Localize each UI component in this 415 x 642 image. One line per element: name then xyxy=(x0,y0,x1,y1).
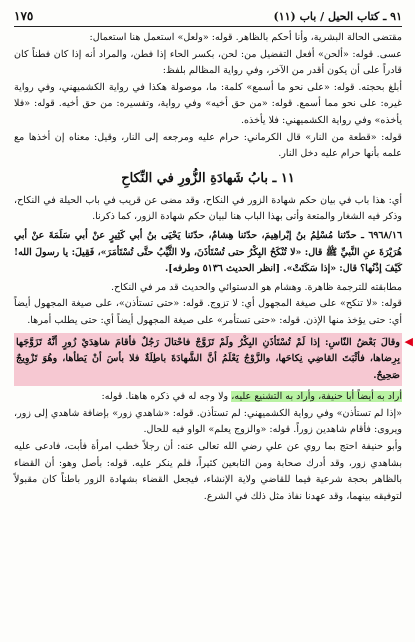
section-intro: أي: هذا باب في بيان حكم شهادة الزور في النكاح، وقد مضى عن قريب في باب الحيلة في النكاح، وذكر فيه الشغار والمتعة وأتى بهذا الباب هنا لبيان حكم شهادة الزور، كما ذكرنا. xyxy=(14,194,402,223)
section-heading: ١١ ـ بابُ شَهادَةِ الزُّورِ في النِّكاحِ xyxy=(121,170,295,186)
commentary-paragraph: أبلغ بحجته. قوله: «على نحو ما أسمع» كلمة: ما، موصولة هكذا في رواية الكشميهني، وفي رواية غيره: على نحو مما أسمع. قوله: «من حق أخيه» وفي رواية، وتفسيره: من حق أخيه. قوله: «فلا يأخذه» وفي رواية الكشميهني: فلا يأخذه. xyxy=(14,81,402,126)
highlighted-quote xyxy=(14,333,413,387)
green-highlighted-text: أراد به أيضاً أبا حنيفة، وأراد به التشنيع عليه، xyxy=(231,391,402,403)
chapter-title: ٩١ ـ كتاب الحيل / باب (١١) xyxy=(273,9,402,23)
hadith-text: ٦٩٦٨/١٦ ـ حدّثنا مُسْلِمُ بنُ إبْراهِيمَ، حدّثنا هِشامٌ، حدّثنا يَحْيَى بنُ أبي كَثِيرٍ عنْ أبي سَلَمَةَ عنْ أبي هُرَيْرَةَ عنِ النَّبيِّ ﷺ قال: «لا تُنْكَحُ البِكْرُ حتى تُسْتَأذَنَ، ولا الثَّيِّبُ حتَّى تُسْتَأمَرَ»، فَقِيلَ: يا رسولَ الله! كَيْفَ إذْنُها؟ قال: «إذا سَكَتَتْ». [انظر الحديث ٥١٣٦ وطرفه]. xyxy=(14,229,402,275)
commentary-paragraph: «إذا لم تستأذن» وفي رواية الكشميهني: لم تستأذن. قوله: «شاهدي زور» بإضافة شاهدي إلى زور، ويروى: فأقام شاهدين زوراً. قوله: «والزوج يعلم» الواو فيه للحال. xyxy=(14,407,402,436)
page-number: ١٧٥ xyxy=(14,9,34,23)
commentary-paragraph: وأبو حنيفة احتج بما روي عن علي رضي الله تعالى عنه: أن رجلاً خطب امرأة فأبت، فادعى عليه بشاهدي زور، وقد أدرك صحابة ومن التابعين كثيراً، فلم ينكر عليه. قوله: بأصل وهو: أن القضاء بالظاهر بحجة شرعية فيما للقاضي ولاية الإنشاء، فيجعل القضاء بشهادة الزور باطناً كان مقبولاً لتوفيقه بينهما، وقد عهدنا نفاذ مثل ذلك في الشرع. xyxy=(14,441,402,502)
page-header xyxy=(14,8,402,27)
commentary-paragraph: مطابقته للترجمة ظاهرة. وهشام هو الدستوائي والحديث قد مر في النكاح. xyxy=(111,281,402,293)
top-commentary xyxy=(14,30,402,163)
commentary-paragraph: مقتضى الحالة البشرية، وأنا أحكم بالظاهر. قوله: «ولعل» استعمل هنا استعمال: xyxy=(89,32,402,43)
highlighted-quote-text: وقالَ بَعْضُ النّاسِ: إذا لَمْ تُسْتَأذَنِ البِكْرُ ولَمْ تَزَوَّجْ فاحْتالَ رَجُلٌ فأقامَ شاهِدَيْ زُورٍ أنَّهُ تَزَوَّجَها بِرِضاها، فأثْبَتَ القاضِي نِكاحَها، والزَّوْجُ يَعْلَمُ أنَّ الشَّهادَةَ باطِلَةٌ فلا بأسَ أنْ يَطأها، وهُوَ تَزْوِيجٌ صَحِيحٌ. xyxy=(16,336,400,381)
commentary-paragraph: قوله: «لا تنكح» على صيغة المجهول أي: لا تزوج. قوله: «حتى تستأذن»، على صيغة المجهول أيضاً أي: حتى يؤخذ منها الإذن. قوله: «حتى تستأمر» على صيغة المجهول أيضاً أي: حتى يطلب أمرها. xyxy=(14,298,402,326)
book-page xyxy=(14,8,413,634)
commentary-paragraph: عسى. قوله: «ألحن» أفعل التفضيل من: لحن، بكسر الحاء إذا فطن، والمراد أنه إذا كان فطناً كان قادراً على أن يكون أقدر من الآخر، وفي رواية المظالم بلفظ: xyxy=(14,48,402,77)
commentary-paragraph xyxy=(14,389,402,406)
green-tail-text: ولا وجه له في ذكره هاهنا. قوله: xyxy=(101,391,232,403)
red-arrow-icon: ◀ xyxy=(404,334,413,348)
commentary-paragraph: قوله: «قطعة من النار» قال الكرماني: حرام عليه ومرجعه إلى النار، وقيل: معناه إن أخذها مع علمه بأنها حرام عليه دخل النار. xyxy=(14,131,402,160)
